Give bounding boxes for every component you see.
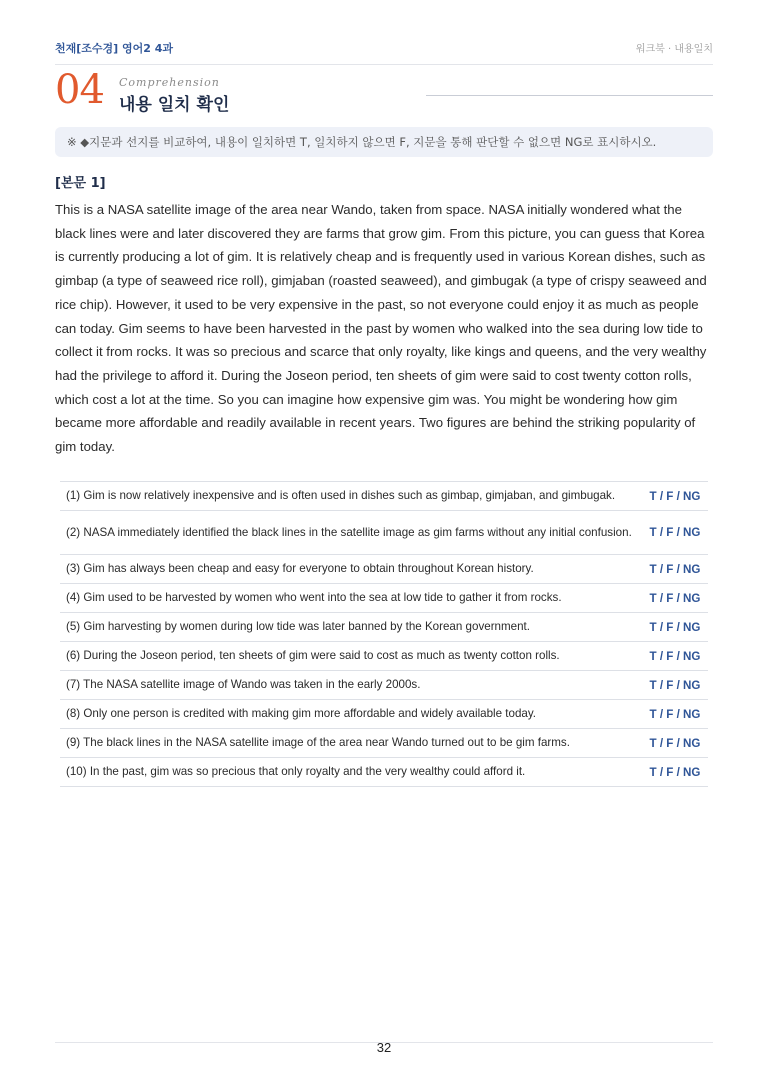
section-title-ko: 내용 일치 확인 (119, 95, 230, 115)
question-text: (3) Gim has always been cheap and easy for everyone to obtain throughout Korean history. (66, 562, 534, 575)
question-text: (4) Gim used to be harvested by women who went into the sea at low tide to gather it from rocks. (66, 591, 562, 604)
worksheet-page (55, 0, 713, 1087)
section-tag: 워크북 · 내용일치 (635, 44, 713, 55)
header-divider (426, 95, 713, 96)
question-text: (6) During the Joseon period, ten sheets of gim were said to cost as much as twenty cotton rolls. (66, 649, 560, 662)
instruction-box: ※ ◆지문과 선지를 비교하여, 내용이 일치하면 T, 일치하지 않으면 F, 지문을 통해 판단할 수 없으면 NG로 표시하시오. (55, 127, 713, 157)
question-row (60, 671, 708, 700)
answer-choice[interactable]: T / F / NG (649, 562, 701, 576)
answer-choice[interactable]: T / F / NG (649, 649, 701, 663)
question-row (60, 613, 708, 642)
book-label: 천재[조수경] 영어2 4과 (55, 42, 174, 55)
answer-choice[interactable]: T / F / NG (649, 736, 701, 750)
question-text: (2) NASA immediately identified the black lines in the satellite image as gim farms without any initial confusion. (66, 525, 632, 539)
question-row (60, 729, 708, 758)
answer-choice[interactable]: T / F / NG (649, 591, 701, 605)
section-number: 04 (55, 67, 104, 113)
question-row (60, 555, 708, 584)
question-row (60, 758, 708, 787)
passage-title: [본문 1] (55, 176, 106, 191)
question-row (60, 511, 708, 555)
question-table (60, 481, 708, 787)
answer-choice[interactable]: T / F / NG (649, 620, 701, 634)
section-header (55, 68, 713, 118)
answer-choice[interactable]: T / F / NG (649, 707, 701, 721)
question-text: (10) In the past, gim was so precious that only royalty and the very wealthy could afford it. (66, 765, 526, 778)
question-row (60, 700, 708, 729)
page-number: 32 (376, 1040, 392, 1055)
answer-choice[interactable]: T / F / NG (649, 765, 701, 779)
top-divider (55, 64, 713, 65)
answer-choice[interactable]: T / F / NG (649, 678, 701, 692)
question-row (60, 584, 708, 613)
section-title-en: Comprehension (119, 76, 220, 89)
answer-choice[interactable]: T / F / NG (649, 489, 701, 503)
passage-text: This is a NASA satellite image of the area near Wando, taken from space. NASA initially wondered what the black lines were and later discovered they are farms that grow gim. From this picture, you can guess that Korea is currently producing a lot of gim. It is relatively cheap and is frequently used in various Korean dishes, such as gimbap (a type of seaweed rice roll), gimjaban (roasted seaweed), and gimbugak (a type of crispy seaweed and rice chip). However, it used to be very expensive in the past, so not everyone could enjoy it as much as people can today. Gim seems to have been harvested in the past by women who walked into the sea during low tide to collect it from rocks. It was so precious and scarce that only royalty, like kings and queens, and the very wealthy had the privilege to afford it. During the Joseon period, ten sheets of gim were said to cost twenty cotton rolls, which cost a lot at the time. So you can imagine how expensive gim was. You might be wondering how gim became more affordable and readily available in recent years. Two figures are behind the striking popularity of gim today. (55, 202, 707, 455)
top-bar (55, 40, 713, 58)
question-text: (1) Gim is now relatively inexpensive and is often used in dishes such as gimbap, gimjaban, and gimbugak. (66, 489, 616, 502)
answer-choice[interactable]: T / F / NG (649, 526, 701, 539)
question-text: (8) Only one person is credited with making gim more affordable and widely available today. (66, 707, 537, 720)
question-text: (9) The black lines in the NASA satellite image of the area near Wando turned out to be gim farms. (66, 736, 570, 749)
question-text: (7) The NASA satellite image of Wando was taken in the early 2000s. (66, 678, 421, 691)
question-row (60, 482, 708, 511)
question-text: (5) Gim harvesting by women during low tide was later banned by the Korean government. (66, 620, 530, 633)
question-row (60, 642, 708, 671)
